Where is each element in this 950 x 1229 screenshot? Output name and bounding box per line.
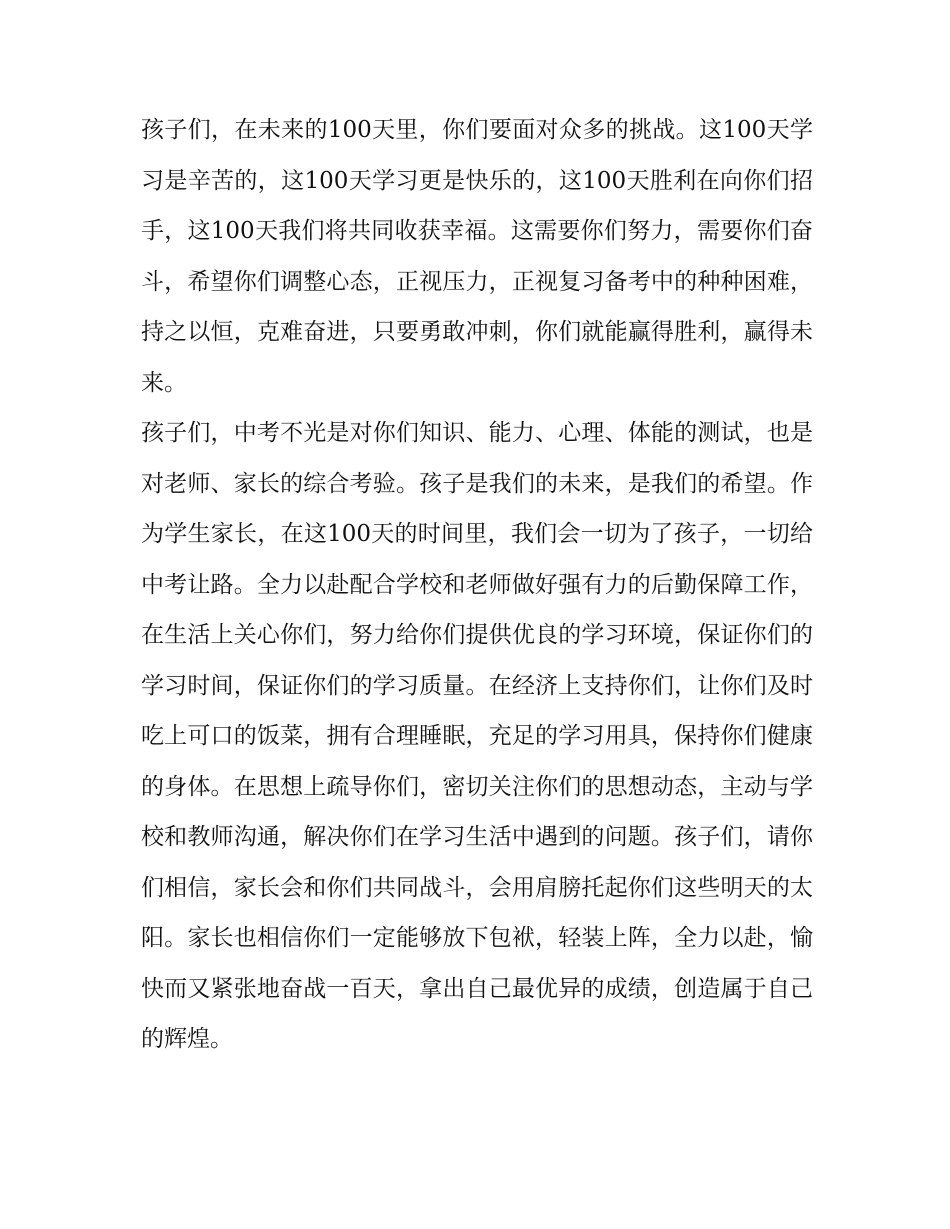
paragraph-challenge: 孩子们，在未来的100天里，你们要面对众多的挑战。这100天学习是辛苦的，这100天学习更是快乐的，这100天胜利在向你们招手，这100天我们将共同收获幸福。这需要你们努力，需要你们奋斗，希望你们调整心态，正视压力，正视复习备考中的种种困难，持之以恒，克难奋进，只要勇敢冲刺，你们就能赢得胜利，赢得未来。 — [141, 117, 813, 396]
paragraph-parents-support: 孩子们，中考不光是对你们知识、能力、心理、体能的测试，也是对老师、家长的综合考验。孩子是我们的未来，是我们的希望。作为学生家长，在这100天的时间里，我们会一切为了孩子，一切给中考让路。全力以赴配合学校和老师做好强有力的后勤保障工作，在生活上关心你们，努力给你们提供优良的学习环境，保证你们的学习时间，保证你们的学习质量。在经济上支持你们，让你们及时吃上可口的饭菜，拥有合理睡眠，充足的学习用具，保持你们健康的身体。在思想上疏导你们，密切关注你们的思想动态，主动与学校和教师沟通，解决你们在学习生活中遇到的问题。孩子们，请你们相信，家长会和你们共同战斗，会用肩膀托起你们这些明天的太阳。家长也相信你们一定能够放下包袱，轻装上阵，全力以赴，愉快而又紧张地奋战一百天，拿出自己最优异的成绩，创造属于自己的辉煌。 — [141, 420, 813, 1052]
document-body — [141, 105, 813, 1065]
